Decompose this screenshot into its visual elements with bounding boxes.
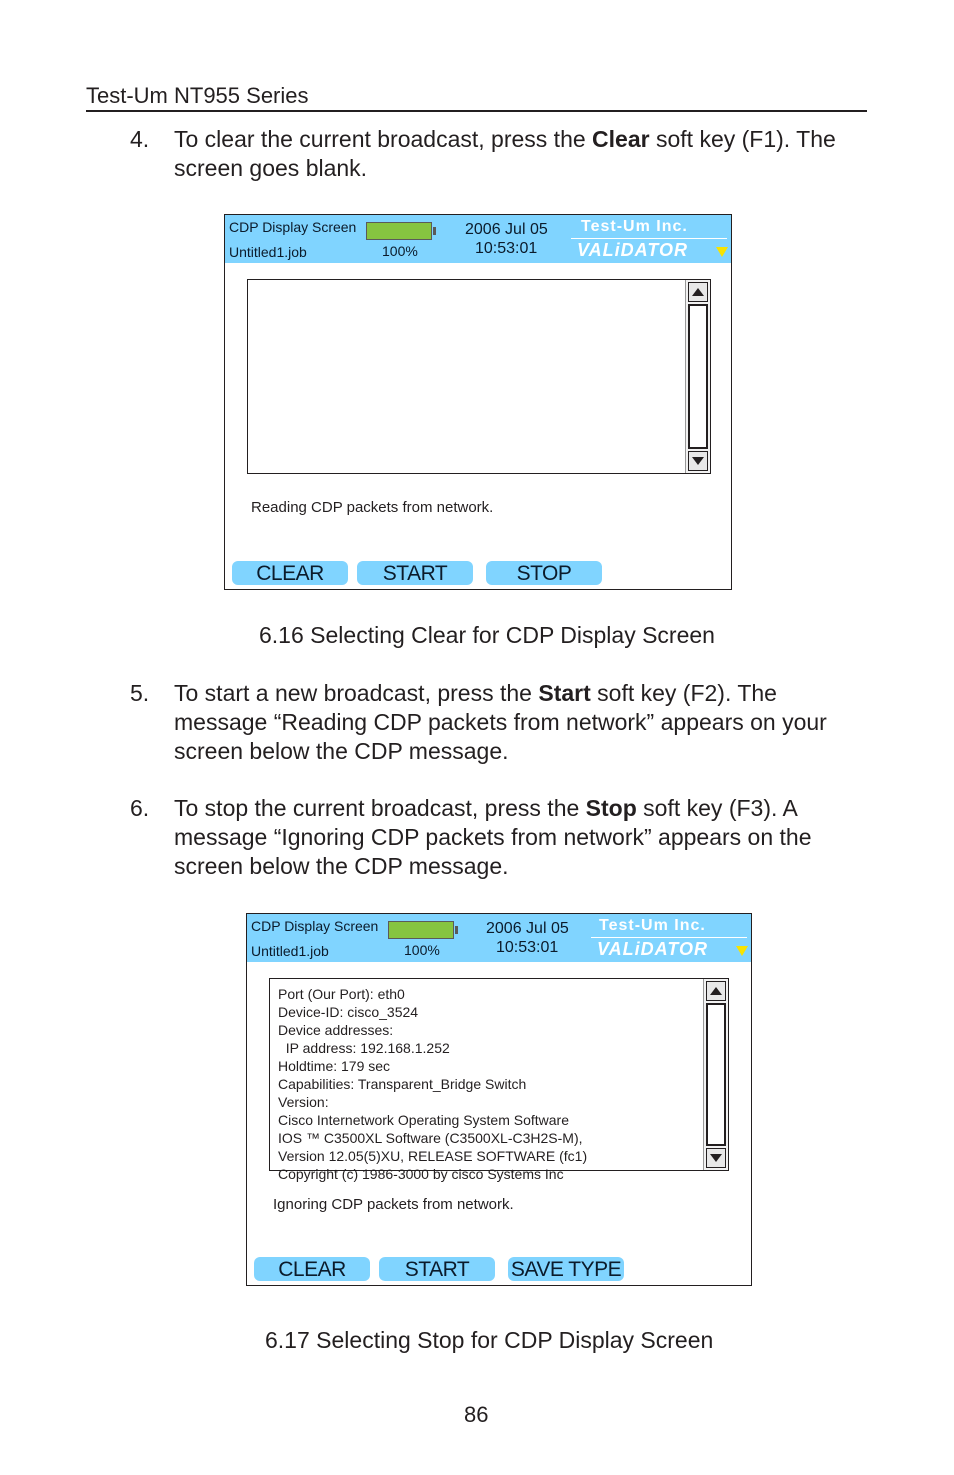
key-name: Stop <box>585 795 637 821</box>
brand-name: Test-Um Inc. <box>581 218 688 235</box>
save-type-softkey[interactable]: SAVE TYPE <box>508 1257 624 1281</box>
time: 10:53:01 <box>496 939 559 956</box>
step-text: To clear the current broadcast, press the Clear soft key (F1). The screen goes blank. <box>174 126 836 181</box>
step-text: To start a new broadcast, press the Start soft key (F2). The message “Reading CDP packets from network” appears on your screen below the CDP message. <box>174 680 827 764</box>
status-message: Reading CDP packets from network. <box>251 499 494 516</box>
job-name: Untitled1.job <box>251 943 329 959</box>
cdp-line: Version: <box>278 1094 329 1110</box>
step-6 <box>130 794 874 884</box>
cdp-output-list[interactable] <box>269 978 729 1182</box>
cdp-line: Cisco Internetwork Operating System Software <box>278 1112 570 1128</box>
cdp-line: Holdtime: 179 sec <box>278 1058 391 1074</box>
dropdown-triangle-icon[interactable] <box>736 946 748 956</box>
validator-logo: VALiDATOR <box>577 240 688 260</box>
start-softkey[interactable]: START <box>379 1257 495 1281</box>
key-name: Clear <box>592 126 650 152</box>
cdp-line: IOS ™ C3500XL Software (C3500XL-C3H2S-M), <box>278 1130 583 1146</box>
cdp-line: IP address: 192.168.1.252 <box>278 1040 450 1056</box>
date: 2006 Jul 05 <box>486 920 569 937</box>
validator-logo: VALiDATOR <box>597 939 708 959</box>
date: 2006 Jul 05 <box>465 221 548 238</box>
scroll-down-arrow-icon[interactable] <box>688 451 708 471</box>
cdp-line: Version 12.05(5)XU, RELEASE SOFTWARE (fc1) <box>278 1148 588 1164</box>
header-divider <box>86 110 867 112</box>
cdp-line: Copyright (c) 1986-3000 by cisco Systems Inc <box>278 1166 564 1182</box>
battery-icon <box>388 921 454 939</box>
battery-percent: 100% <box>404 942 440 958</box>
step-number: 6. <box>130 795 150 821</box>
battery-icon <box>366 222 432 240</box>
battery-percent: 100% <box>382 243 418 259</box>
job-name: Untitled1.job <box>229 244 307 260</box>
cdp-packet-details <box>278 985 587 1183</box>
scroll-down-arrow-icon[interactable] <box>706 1148 726 1168</box>
figure-caption-6-17: 6.17 Selecting Stop for CDP Display Screen <box>265 1327 714 1353</box>
stop-softkey[interactable]: STOP <box>486 561 602 585</box>
device-screen-stop <box>246 913 752 1286</box>
scroll-up-arrow-icon[interactable] <box>688 282 708 302</box>
cdp-output-list[interactable] <box>247 279 711 474</box>
step-number: 5. <box>130 680 150 706</box>
step-5 <box>130 679 874 769</box>
cdp-line: Device addresses: <box>278 1022 394 1038</box>
cdp-line: Device-ID: cisco_3524 <box>278 1004 419 1020</box>
step-text: To stop the current broadcast, press the Stop soft key (F3). A message “Ignoring CDP packets from network” appears on the screen below the CDP message. <box>174 795 812 879</box>
screen-title: CDP Display Screen <box>229 219 357 235</box>
scroll-track[interactable] <box>706 1003 726 1146</box>
time: 10:53:01 <box>475 240 538 257</box>
brand-name: Test-Um Inc. <box>599 917 706 934</box>
scrollbar[interactable] <box>703 979 728 1170</box>
status-message: Ignoring CDP packets from network. <box>273 1196 514 1213</box>
start-softkey[interactable]: START <box>357 561 473 585</box>
scrollbar[interactable] <box>685 280 710 473</box>
cdp-line: Port (Our Port): eth0 <box>278 986 405 1002</box>
scroll-track[interactable] <box>688 304 708 449</box>
status-bar <box>247 914 751 962</box>
key-name: Start <box>538 680 591 706</box>
figure-caption-6-16: 6.16 Selecting Clear for CDP Display Screen <box>259 622 715 648</box>
step-4 <box>130 125 874 185</box>
clear-softkey[interactable]: CLEAR <box>254 1257 370 1281</box>
cdp-line: Capabilities: Transparent_Bridge Switch <box>278 1076 527 1092</box>
clear-softkey[interactable]: CLEAR <box>232 561 348 585</box>
scroll-up-arrow-icon[interactable] <box>706 981 726 1001</box>
page-header-title: Test-Um NT955 Series <box>86 83 309 108</box>
status-bar <box>225 215 731 263</box>
device-screen-clear <box>224 214 732 590</box>
brand-divider <box>591 937 747 938</box>
page-number: 86 <box>464 1402 489 1427</box>
step-number: 4. <box>130 126 150 152</box>
dropdown-triangle-icon[interactable] <box>716 247 728 257</box>
brand-divider <box>571 238 727 239</box>
screen-title: CDP Display Screen <box>251 918 379 934</box>
